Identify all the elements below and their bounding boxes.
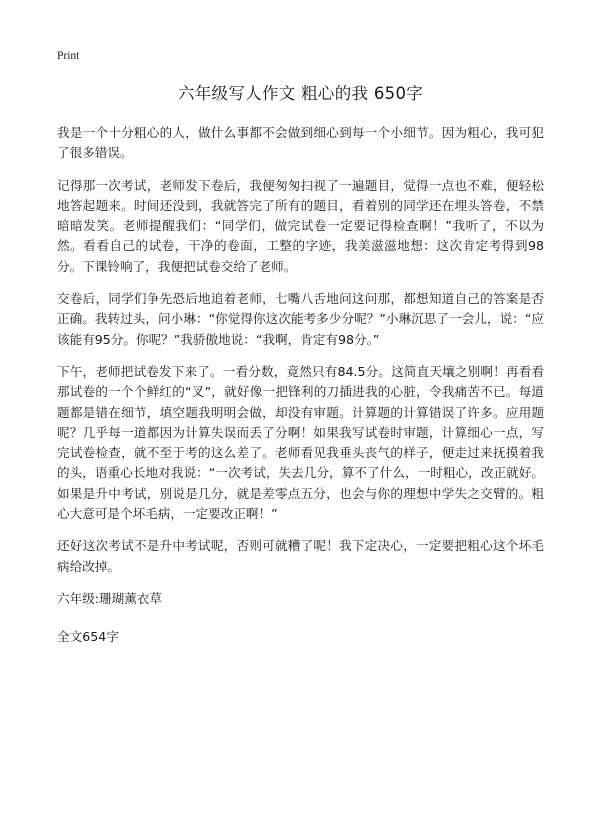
article-paragraph-1: 我是一个十分粗心的人，做什么事都不会做到细心到每一个小细节。因为粗心，我可犯了很多错误。 — [57, 125, 544, 161]
article-paragraph-2: 记得那一次考试，老师发下卷后，我便匆匆扫视了一遍题目，觉得一点也不难，便轻松地答起题来。时间还没到，我就答完了所有的题目，看着别的同学还在埋头答卷，不禁暗暗发笑。老师提醒我们：“同学们，做完试卷一定要记得检查啊！”我听了，不以为然。看看自己的试卷，干净的卷面，工整的字迹，我美滋滋地想：这次肯定考得到98分。下课铃响了，我便把试卷交给了老师。 — [57, 177, 544, 274]
article-paragraph-4: 下午，老师把试卷发下来了。一看分数，竟然只有84.5分。这简直天壤之别啊！再看看那试卷的一个个鲜红的“叉”，就好像一把锋利的刀插进我的心脏，令我痛苦不已。每道题都是错在细节，填空题我明明会做，却没有审题。计算题的计算错误了许多。应用题呢？几乎每一道都因为计算失误而丢了分啊！如果我写试卷时审题，计算细心一点，写完试卷检查，就不至于考的这么差了。老师看见我垂头丧气的样子，便走过来抚摸着我的头，语重心长地对我说：“一次考试，失去几分，算不了什么，一时粗心，改正就好。如果是升中考试，别说是几分，就是差零点五分，也会与你的理想中学失之交臂的。粗心大意可是个坏毛病，一定要改正啊！” — [57, 363, 544, 522]
author-signature: 六年级:珊瑚薰衣草 — [57, 590, 162, 606]
print-link[interactable]: Print — [57, 50, 80, 62]
article-paragraph-5: 还好这次考试不是升中考试呢，否则可就糟了呢！我下定决心，一定要把粗心这个坏毛病给改掉。 — [57, 538, 544, 574]
article-paragraph-3: 交卷后，同学们争先恐后地追着老师，七嘴八舌地问这问那，都想知道自己的答案是否正确。我转过头，问小琳：“你觉得你这次能考多少分呢？”小琳沉思了一会儿，说：“应该能有95分。你呢？”我骄傲地说：“我啊，肯定有98分。” — [57, 291, 544, 347]
word-count: 全文654字 — [57, 629, 119, 645]
article-title: 六年级写人作文 粗心的我 650字 — [177, 84, 424, 103]
